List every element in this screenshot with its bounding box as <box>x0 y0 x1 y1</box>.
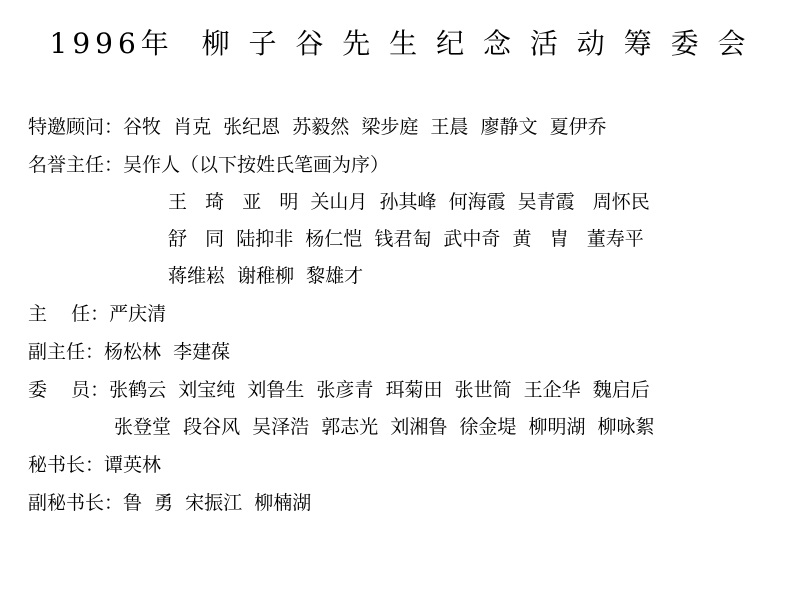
row-honorary-director <box>28 146 782 184</box>
values-honorary-director: 吴作人（以下按姓氏笔画为序） <box>123 154 390 176</box>
values-secretary-general: 谭英林 <box>104 454 162 476</box>
row-honorary-director-cont-3 <box>28 258 782 295</box>
values-deputy-director: 杨松林 李建葆 <box>104 341 231 363</box>
document-page <box>0 22 800 595</box>
row-secretary-general <box>28 446 782 484</box>
values-deputy-secretary-general: 鲁 勇 宋振江 柳楠湖 <box>123 492 312 514</box>
label-director: 主 任： <box>28 303 110 325</box>
values-special-advisors: 谷牧 肖克 张纪恩 苏毅然 梁步庭 王晨 廖静文 夏伊乔 <box>123 116 607 138</box>
row-members <box>28 371 782 409</box>
label-honorary-director: 名誉主任： <box>28 154 124 176</box>
values-members: 张鹤云 刘宝纯 刘鲁生 张彦青 珥菊田 张世简 王企华 魏启后 <box>109 379 650 401</box>
row-deputy-secretary-general <box>28 484 782 522</box>
row-deputy-director <box>28 333 782 371</box>
label-secretary-general: 秘书长： <box>28 454 105 476</box>
values-honorary-director-cont-3: 蒋维崧 谢稚柳 黎雄才 <box>168 265 364 287</box>
committee-roster <box>0 108 800 522</box>
page-title: 1996年 柳 子 谷 先 生 纪 念 活 动 筹 委 会 <box>49 27 751 60</box>
label-deputy-secretary-general: 副秘书长： <box>28 492 124 514</box>
row-special-advisors <box>28 108 782 146</box>
values-honorary-director-cont-1: 王 琦 亚 明 关山月 孙其峰 何海霞 吴青霞 周怀民 <box>168 191 650 213</box>
values-members-cont-1: 张登堂 段谷风 吴泽浩 郭志光 刘湘鲁 徐金堤 柳明湖 柳咏絮 <box>114 416 655 438</box>
values-director: 严庆清 <box>109 303 167 325</box>
label-special-advisors: 特邀顾问： <box>28 116 124 138</box>
row-members-cont-1 <box>28 409 782 446</box>
row-honorary-director-cont-2 <box>28 221 782 258</box>
label-members: 委 员： <box>28 379 110 401</box>
row-honorary-director-cont-1 <box>28 184 782 221</box>
values-honorary-director-cont-2: 舒 同 陆抑非 杨仁恺 钱君匋 武中奇 黄 胄 董寿平 <box>168 228 644 250</box>
label-deputy-director: 副主任： <box>28 341 105 363</box>
row-director <box>28 295 782 333</box>
